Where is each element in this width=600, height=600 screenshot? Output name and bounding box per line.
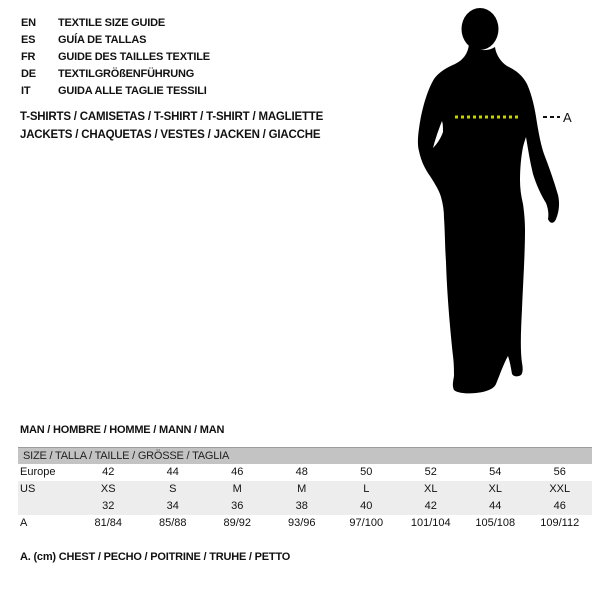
language-list bbox=[21, 15, 210, 100]
silhouette-head bbox=[462, 8, 499, 50]
size-table bbox=[18, 447, 592, 532]
table-cell: 42 bbox=[424, 500, 437, 512]
language-label: TEXTILGRÖßENFÜHRUNG bbox=[58, 68, 195, 80]
man-silhouette-figure bbox=[410, 0, 600, 410]
category-jackets: JACKETS / CHAQUETAS / VESTES / JACKEN / GIACCHE bbox=[20, 129, 321, 141]
language-label: GUÍA DE TALLAS bbox=[58, 34, 147, 46]
chest-footnote: A. (cm) CHEST / PECHO / POITRINE / TRUHE / PETTO bbox=[20, 551, 291, 563]
table-cell: 101/104 bbox=[410, 517, 451, 529]
category-list bbox=[20, 108, 323, 144]
table-row-us-numbers bbox=[18, 498, 592, 515]
section-title-man: MAN / HOMBRE / HOMME / MANN / MAN bbox=[20, 424, 225, 436]
table-cell: M bbox=[297, 483, 307, 495]
table-row-europe bbox=[18, 464, 592, 481]
table-cell: 97/100 bbox=[349, 517, 384, 529]
table-cell: S bbox=[169, 483, 177, 495]
table-cell: XS bbox=[100, 483, 116, 495]
language-row-it bbox=[21, 83, 210, 100]
table-cell: 44 bbox=[489, 500, 502, 512]
table-row-chest-a bbox=[18, 515, 592, 532]
language-code: FR bbox=[21, 51, 36, 63]
table-cell: 32 bbox=[102, 500, 115, 512]
table-cell: 44 bbox=[166, 466, 179, 478]
language-row-en bbox=[21, 15, 210, 32]
silhouette-body bbox=[418, 44, 559, 393]
language-code: IT bbox=[21, 85, 31, 97]
table-cell: 81/84 bbox=[94, 517, 123, 529]
language-row-es bbox=[21, 32, 210, 49]
table-cell: 40 bbox=[360, 500, 373, 512]
table-cell: 42 bbox=[102, 466, 115, 478]
language-label: GUIDE DES TAILLES TEXTILE bbox=[58, 51, 210, 63]
table-cell: 93/96 bbox=[287, 517, 316, 529]
table-cell: 46 bbox=[231, 466, 244, 478]
table-cell: 48 bbox=[295, 466, 308, 478]
table-cell: XL bbox=[488, 483, 502, 495]
measure-label-a: A bbox=[563, 110, 572, 125]
size-table-header: SIZE / TALLA / TAILLE / GRÖSSE / TAGLIA bbox=[18, 447, 592, 464]
table-cell: 85/88 bbox=[158, 517, 187, 529]
language-row-de bbox=[21, 66, 210, 83]
table-cell: 50 bbox=[360, 466, 373, 478]
table-cell: 38 bbox=[295, 500, 308, 512]
table-cell: XL bbox=[424, 483, 438, 495]
language-label: GUIDA ALLE TAGLIE TESSILI bbox=[58, 85, 207, 97]
table-cell: 36 bbox=[231, 500, 244, 512]
row-label bbox=[18, 498, 76, 515]
table-row-us-letters bbox=[18, 481, 592, 498]
language-row-fr bbox=[21, 49, 210, 66]
table-cell: 56 bbox=[553, 466, 566, 478]
language-label: TEXTILE SIZE GUIDE bbox=[58, 17, 166, 29]
category-tshirts: T-SHIRTS / CAMISETAS / T-SHIRT / T-SHIRT / MAGLIETTE bbox=[20, 111, 324, 123]
row-label: US bbox=[20, 483, 36, 495]
table-cell: 105/108 bbox=[475, 517, 516, 529]
table-cell: 109/112 bbox=[540, 517, 580, 529]
language-code: DE bbox=[21, 68, 36, 80]
language-code: ES bbox=[21, 34, 36, 46]
language-code: EN bbox=[21, 17, 36, 29]
table-cell: 54 bbox=[489, 466, 502, 478]
table-cell: 89/92 bbox=[223, 517, 252, 529]
table-cell: 34 bbox=[166, 500, 179, 512]
row-label: Europe bbox=[20, 466, 56, 478]
table-cell: 52 bbox=[424, 466, 437, 478]
row-label: A bbox=[20, 517, 28, 529]
table-cell: XXL bbox=[549, 483, 571, 495]
table-cell: M bbox=[232, 483, 242, 495]
table-cell: L bbox=[363, 483, 370, 495]
table-cell: 46 bbox=[553, 500, 566, 512]
